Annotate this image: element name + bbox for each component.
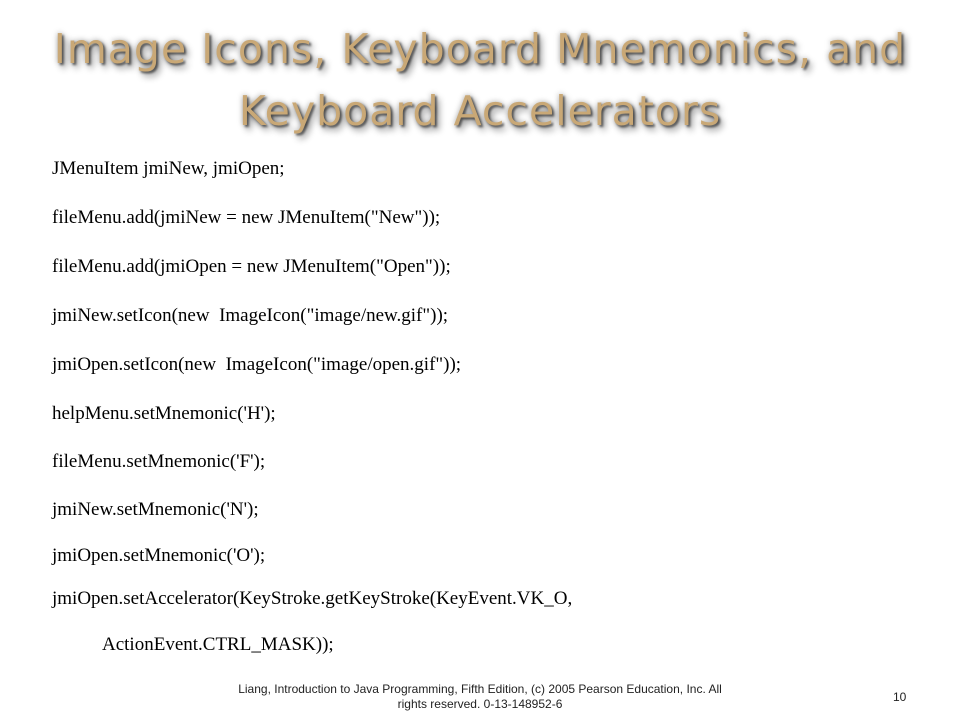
footer-line-1: Liang, Introduction to Java Programming, Fifth Edition, (c) 2005 Pearson Education, Inc. All (238, 682, 722, 696)
footer-line-2: rights reserved. 0-13-148952-6 (397, 697, 563, 711)
code-line: ActionEvent.CTRL_MASK)); (102, 634, 334, 655)
code-line: fileMenu.add(jmiOpen = new JMenuItem("Open")); (52, 256, 451, 277)
code-line: fileMenu.add(jmiNew = new JMenuItem("New")); (52, 207, 441, 228)
code-line: jmiOpen.setAccelerator(KeyStroke.getKeyStroke(KeyEvent.VK_O, (52, 588, 573, 609)
code-line: jmiNew.setIcon(new ImageIcon("image/new.gif")); (52, 305, 449, 326)
code-line: jmiOpen.setIcon(new ImageIcon("image/open.gif")); (52, 354, 462, 375)
slide-title (20, 18, 940, 142)
code-line: jmiOpen.setMnemonic('O'); (52, 545, 266, 566)
code-line: helpMenu.setMnemonic('H'); (52, 403, 276, 424)
code-line: jmiNew.setMnemonic('N'); (52, 499, 259, 520)
page-number: 10 (893, 690, 907, 704)
code-line: JMenuItem jmiNew, jmiOpen; (52, 158, 285, 179)
title-line-2: Keyboard Accelerators (238, 87, 722, 135)
title-line-1: Image Icons, Keyboard Mnemonics, and (53, 25, 907, 73)
footer-copyright (190, 682, 770, 712)
code-line: fileMenu.setMnemonic('F'); (52, 451, 266, 472)
